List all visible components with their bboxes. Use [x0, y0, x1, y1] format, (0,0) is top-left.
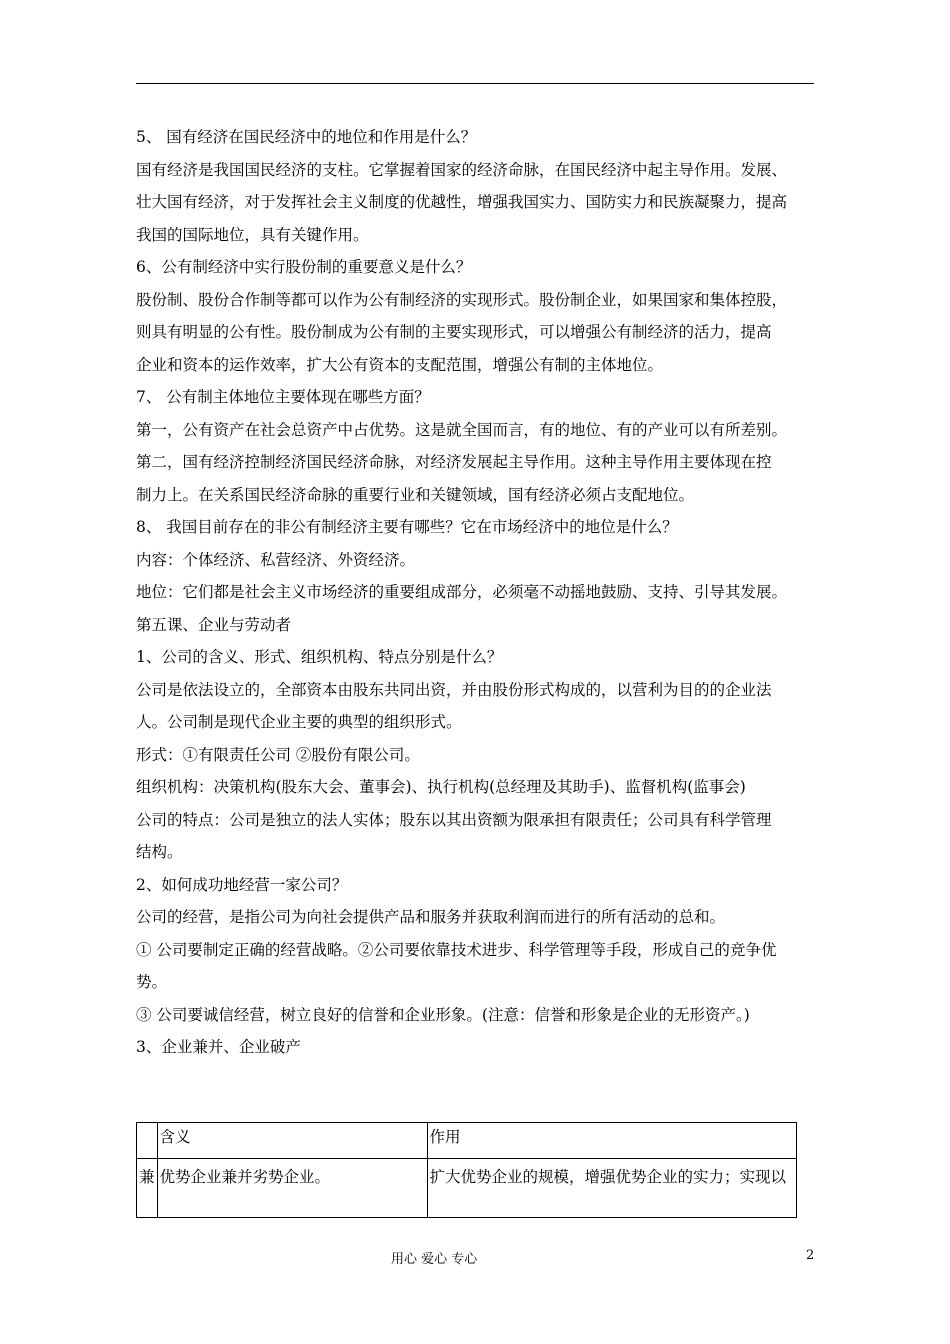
- table-header-row: [137, 1123, 797, 1159]
- text-line: 1、公司的含义、形式、组织机构、特点分别是什么？: [136, 648, 503, 666]
- text-line: 则具有明显的公有性。股份制成为公有制的主要实现形式，可以增强公有制经济的活力，提高: [136, 323, 772, 341]
- text-line: 国有经济是我国国民经济的支柱。它掌握着国家的经济命脉，在国民经济中起主导作用。发展、: [136, 160, 788, 179]
- text-line: 8、 我国目前存在的非公有制经济主要有哪些？它在市场经济中的地位是什么？: [136, 518, 678, 536]
- text-line: 公司的经营，是指公司为向社会提供产品和服务并获取利润而进行的所有活动的总和。: [136, 908, 726, 926]
- text-line: 势。: [136, 973, 168, 991]
- text-line: 形式：①有限责任公司 ②股份有限公司。: [136, 745, 420, 764]
- text-line: 地位：它们都是社会主义市场经济的重要组成部分，必须毫不动摇地鼓励、支持、引导其发展。: [136, 583, 788, 601]
- page-number: 2: [806, 1248, 815, 1263]
- table-cell: 兼: [137, 1159, 158, 1218]
- text-line: 5、 国有经济在国民经济中的地位和作用是什么？: [136, 128, 477, 146]
- text-line: 7、 公有制主体地位主要体现在哪些方面？: [136, 388, 430, 406]
- table-header-cell: 作用: [427, 1123, 796, 1159]
- text-line: 我国的国际地位，具有关键作用。: [136, 225, 369, 244]
- text-line: 6、公有制经济中实行股份制的重要意义是什么？: [136, 258, 472, 276]
- table-header-cell: 含义: [157, 1123, 427, 1159]
- text-line: 股份制、股份合作制等都可以作为公有制经济的实现形式。股份制企业，如果国家和集体控股，: [136, 290, 788, 309]
- table-row: [137, 1159, 797, 1218]
- text-line: 人。公司制是现代企业主要的典型的组织形式。: [136, 713, 462, 731]
- merger-bankruptcy-table: [136, 1122, 797, 1218]
- text-line: 内容：个体经济、私营经济、外资经济。: [136, 550, 416, 569]
- text-line: 企业和资本的运作效率，扩大公有资本的支配范围，增强公有制的主体地位。: [136, 355, 664, 374]
- text-line: 3、企业兼并、企业破产: [136, 1038, 301, 1056]
- text-line: 公司的特点：公司是独立的法人实体；股东以其出资额为限承担有限责任；公司具有科学管理: [136, 810, 772, 829]
- footer-motto: 用心 爱心 专心: [391, 1252, 478, 1267]
- document-body: [136, 121, 826, 1064]
- text-line: 组织机构：决策机构(股东大会、董事会)、执行机构(总经理及其助手)、监督机构(监事会): [136, 778, 746, 796]
- text-line: 结构。: [136, 843, 183, 861]
- text-line: 第二，国有经济控制经济国民经济命脉，对经济发展起主导作用。这种主导作用主要体现在控: [136, 453, 772, 471]
- text-line: ① 公司要制定正确的经营战略。②公司要依靠技术进步、科学管理等手段，形成自己的竞争优: [136, 940, 777, 959]
- text-line: 第五课、企业与劳动者: [136, 615, 292, 634]
- text-line: 公司是依法设立的，全部资本由股东共同出资，并由股份形式构成的，以营利为目的的企业法: [136, 680, 772, 699]
- text-line: 制力上。在关系国民经济命脉的重要行业和关键领域，国有经济必须占支配地位。: [136, 485, 695, 504]
- header-rule: [136, 83, 814, 84]
- text-line: ③ 公司要诚信经营，树立良好的信誉和企业形象。(注意：信誉和形象是企业的无形资产。): [136, 1005, 750, 1024]
- table-cell: 优势企业兼并劣势企业。: [157, 1159, 427, 1218]
- text-line: 壮大国有经济，对于发挥社会主义制度的优越性，增强我国实力、国防实力和民族凝聚力，提高: [136, 193, 788, 211]
- text-line: 2、如何成功地经营一家公司？: [136, 875, 348, 894]
- table-cell: 扩大优势企业的规模，增强优势企业的实力；实现以: [427, 1159, 796, 1218]
- text-line: 第一，公有资产在社会总资产中占优势。这是就全国而言，有的地位、有的产业可以有所差别。: [136, 420, 788, 439]
- table-header-cell: [137, 1123, 158, 1159]
